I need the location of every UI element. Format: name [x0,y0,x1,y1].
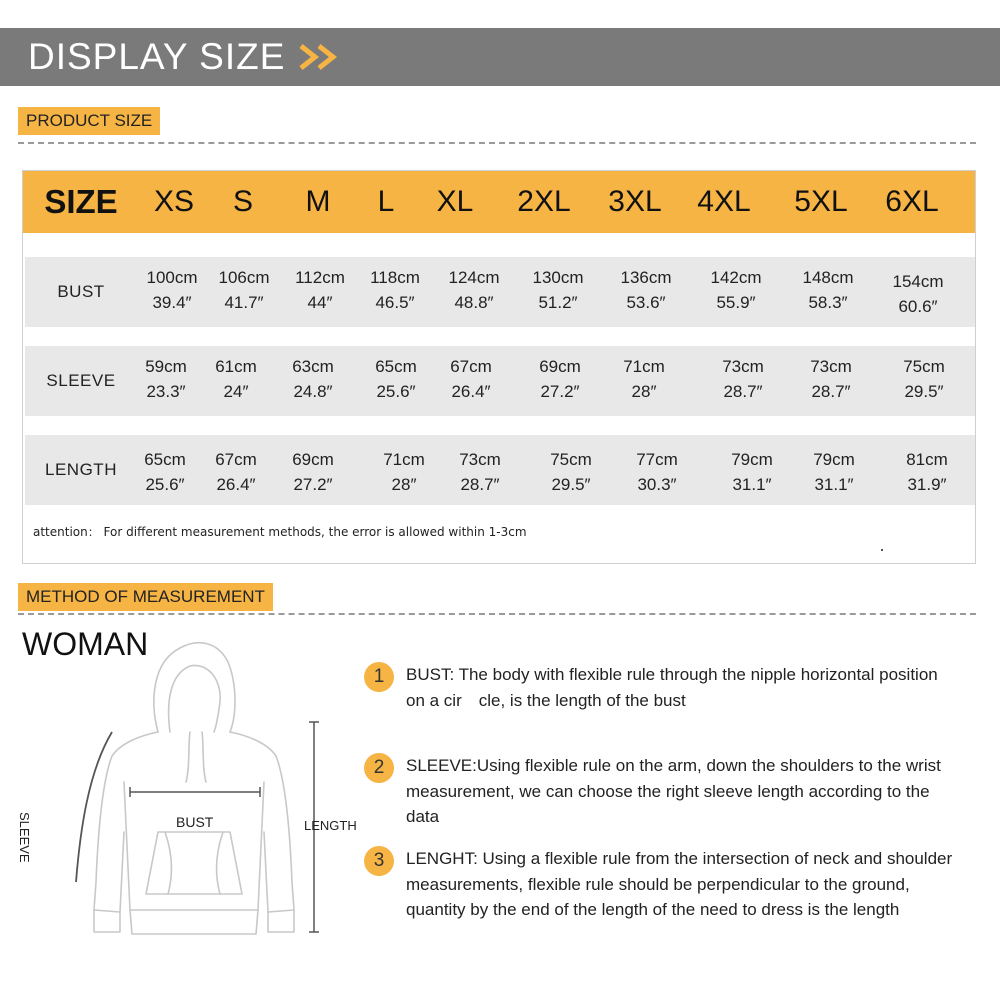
step-number-badge: 3 [364,846,394,876]
size-header-label: SIZE [44,183,118,220]
size-header-cell: 4XL [697,185,751,218]
table-cell: 79cm 31.1″ [813,450,855,494]
table-cell: 65cm 25.6″ [144,450,186,494]
table-row-sleeve [25,346,975,416]
figure-title: WOMAN [22,626,149,662]
size-header-cell: 2XL [517,185,571,218]
table-cell: 65cm 25.6″ [375,357,417,401]
table-cell: 81cm 31.9″ [906,450,948,494]
table-row-bust [25,257,975,327]
step-number-badge: 1 [364,662,394,692]
size-header-cell: XS [153,185,195,218]
table-cell: 106cm 41.7″ [218,268,270,312]
size-table [22,170,976,564]
table-cell: 75cm 29.5″ [550,450,592,494]
table-cell: 79cm 31.1″ [731,450,773,494]
table-cell: 118cm 46.5″ [370,268,420,312]
step-text: SLEEVE:Using flexible rule on the arm, down the shoulders to the wrist measurement, we can choose the right sleeve length according to the data [406,756,941,826]
size-header-row [23,171,975,233]
double-chevron-right-icon [297,42,343,72]
size-header-cell: M [305,185,331,218]
size-header-cell: 3XL [608,185,662,218]
product-size-tag: PRODUCT SIZE [18,107,160,135]
table-row-length [25,435,975,505]
table-cell: 148cm 58.3″ [802,268,854,312]
table-cell: 73cm 28.7″ [459,450,501,494]
method-of-measurement-tag: METHOD OF MEASUREMENT [18,583,273,611]
table-cell: 69cm 27.2″ [539,357,581,401]
bust-label: BUST [176,814,214,830]
size-header-cell: L [377,185,395,218]
step-text: BUST: The body with flexible rule through the nipple horizontal position on a cir cle, is the length of the bust [406,665,938,710]
hoodie-illustration [40,632,350,942]
table-cell: 71cm 28″ [623,357,665,401]
stray-dot [881,549,883,551]
table-cell: 142cm 55.9″ [710,268,762,312]
row-label: BUST [57,282,105,301]
sleeve-label: SLEEVE [17,812,32,863]
table-cell: 67cm 26.4″ [450,357,492,401]
table-cell: 112cm 44″ [295,268,345,312]
row-label: LENGTH [45,460,117,479]
section-divider [18,142,976,144]
table-cell: 154cm 60.6″ [892,272,944,316]
table-cell: 136cm 53.6″ [620,268,672,312]
table-cell: 59cm 23.3″ [145,357,187,401]
table-cell: 73cm 28.7″ [810,357,852,401]
banner-title: DISPLAY SIZE [28,36,286,77]
table-cell: 67cm 26.4″ [215,450,257,494]
table-cell: 75cm 29.5″ [903,357,945,401]
step-text: LENGHT: Using a flexible rule from the intersection of neck and shoulder measurements, flexible rule should be perpendicular to the ground, quantity by the end of the length of the need to dress is the length [406,849,953,919]
section-divider [18,613,976,615]
length-label: LENGTH [304,818,357,833]
size-header-cell: XL [436,185,474,218]
table-cell: 73cm 28.7″ [722,357,764,401]
table-cell: 63cm 24.8″ [292,357,334,401]
table-cell: 100cm 39.4″ [146,268,198,312]
size-header-cell: S [232,185,254,218]
table-cell: 69cm 27.2″ [292,450,334,494]
table-cell: 61cm 24″ [215,357,257,401]
size-header-cell: 6XL [885,185,939,218]
attention-note: attention： For different measurement methods, the error is allowed within 1-3cm [33,525,527,539]
size-header-cell: 5XL [794,185,848,218]
table-cell: 124cm 48.8″ [448,268,500,312]
table-cell: 130cm 51.2″ [532,268,584,312]
table-cell: 77cm 30.3″ [636,450,678,494]
display-size-banner [0,28,1000,86]
row-label: SLEEVE [46,371,116,390]
table-cell: 71cm 28″ [383,450,425,494]
step-number-badge: 2 [364,753,394,783]
